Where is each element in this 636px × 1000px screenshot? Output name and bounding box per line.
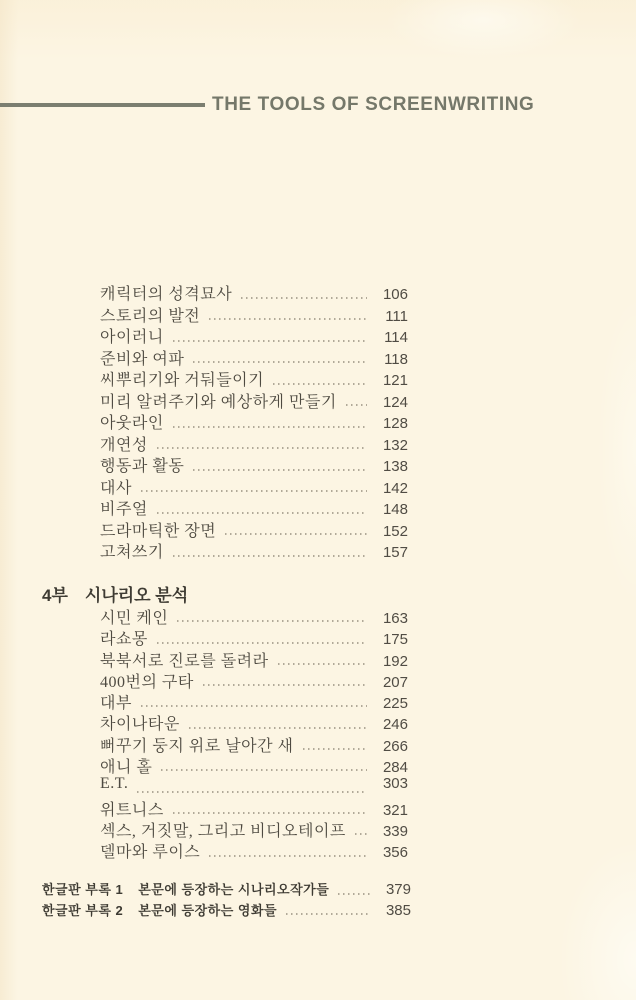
toc-entry-label: 준비와 여파 — [100, 350, 185, 368]
appendix-entry-label: 한글판 부록 2 — [42, 902, 124, 918]
toc-entry — [100, 648, 408, 669]
toc-entry — [100, 324, 408, 346]
page-number: 124 — [382, 393, 408, 411]
toc-entry-label: 비주얼 — [100, 501, 148, 518]
page-number: 321 — [382, 801, 408, 819]
toc-entry — [100, 626, 408, 647]
toc-entry — [100, 496, 408, 518]
dot-leader — [193, 469, 367, 471]
toc-entry — [100, 453, 408, 475]
page-number: 385 — [385, 901, 411, 919]
dot-leader — [209, 855, 367, 857]
toc-entry — [100, 410, 408, 432]
dot-leader — [173, 555, 367, 557]
toc-entry — [100, 690, 408, 711]
toc-entry-label: 아이러니 — [100, 329, 164, 346]
dot-leader — [286, 913, 370, 915]
toc-entry-label: 고쳐쓰기 — [100, 544, 164, 561]
toc-entry-label: 미리 알려주기와 예상하게 만들기 — [100, 393, 337, 411]
page-number: 192 — [382, 652, 408, 670]
toc-entry-label: 섹스, 거짓말, 그리고 비디오테이프 — [100, 822, 346, 840]
dot-leader — [137, 791, 367, 793]
toc-entry-label: 위트니스 — [100, 801, 164, 819]
dot-leader — [177, 620, 367, 622]
toc-entry-label: 뻐꾸기 둥지 위로 날아간 새 — [100, 737, 294, 755]
page-number: 225 — [382, 695, 408, 713]
page-number: 284 — [382, 759, 408, 777]
dot-leader — [338, 893, 370, 895]
toc-entry-label: 400번의 구타 — [100, 673, 194, 691]
toc-entry — [100, 733, 408, 754]
section-part-number: 4부 — [42, 586, 68, 605]
toc-entry-label: 드라마틱한 장면 — [100, 522, 217, 540]
page-number: 118 — [384, 350, 408, 368]
dot-leader — [157, 447, 367, 449]
toc-list-tools — [100, 281, 408, 561]
toc-entry-label: 씨뿌리기와 거둬들이기 — [100, 372, 265, 389]
dot-leader — [173, 340, 367, 342]
page-number: 114 — [384, 329, 408, 346]
toc-entry-label: 시민 케인 — [100, 610, 169, 627]
page-number: 152 — [382, 522, 408, 540]
toc-entry-label: 행동과 활동 — [100, 458, 185, 475]
appendix-entry-sublabel: 본문에 등장하는 영화들 — [138, 902, 278, 918]
page-number: 175 — [382, 631, 408, 649]
dot-leader — [278, 663, 367, 665]
dot-leader — [189, 727, 367, 729]
appendix-list — [42, 879, 411, 920]
dot-leader — [303, 748, 367, 750]
section-part-title: 시나리오 분석 — [84, 586, 189, 605]
dot-leader — [346, 404, 367, 406]
header-rule — [0, 103, 205, 107]
toc-entry-label: 델마와 루이스 — [100, 844, 201, 862]
toc-entry — [100, 303, 408, 325]
page-number: 207 — [382, 673, 408, 691]
section-heading-part4 — [42, 581, 188, 606]
dot-leader — [203, 684, 367, 686]
toc-entry-label: 라쇼몽 — [100, 631, 148, 649]
toc-entry — [100, 281, 408, 303]
page-number: 138 — [382, 458, 408, 475]
toc-entry — [100, 818, 408, 839]
toc-entry — [100, 605, 408, 626]
page-number: 303 — [382, 775, 408, 793]
appendix-entry-sublabel: 본문에 등장하는 시나리오작가들 — [138, 882, 330, 897]
page-number: 379 — [385, 881, 411, 898]
page-number: 142 — [382, 479, 408, 497]
page-number: 157 — [382, 544, 408, 561]
toc-entry — [100, 711, 408, 732]
dot-leader — [193, 361, 367, 363]
toc-entry — [100, 432, 408, 454]
page-number: 106 — [382, 286, 408, 303]
appendix-entry-label: 한글판 부록 1 — [42, 882, 124, 897]
page-number: 163 — [382, 610, 408, 627]
toc-entry-label: E.T. — [100, 775, 129, 793]
toc-entry-label: 대사 — [100, 479, 132, 497]
dot-leader — [225, 533, 367, 535]
dot-leader — [141, 705, 367, 707]
running-head-title: THE TOOLS OF SCREENWRITING — [212, 94, 535, 115]
dot-leader — [355, 833, 367, 835]
dot-leader — [157, 512, 367, 514]
toc-entry-label: 개연성 — [100, 436, 148, 454]
toc-list-film-analysis — [100, 605, 408, 861]
toc-entry — [100, 518, 408, 540]
page-number: 266 — [382, 737, 408, 755]
page-number: 128 — [382, 415, 408, 432]
dot-leader — [273, 383, 367, 385]
toc-entry — [100, 389, 408, 411]
toc-entry-label: 대부 — [100, 695, 132, 713]
page-number: 111 — [385, 307, 408, 325]
toc-entry — [100, 775, 408, 796]
toc-entry-label: 차이나타운 — [100, 716, 180, 734]
dot-leader — [173, 426, 367, 428]
dot-leader — [209, 318, 367, 320]
toc-entry — [100, 475, 408, 497]
toc-entry — [100, 669, 408, 690]
page-number: 356 — [382, 844, 408, 862]
dot-leader — [173, 812, 367, 814]
toc-entry-label: 아웃라인 — [100, 415, 164, 432]
page-number: 148 — [382, 501, 408, 518]
toc-entry — [100, 539, 408, 561]
dot-leader — [161, 769, 367, 771]
toc-entry — [100, 797, 408, 818]
page-number: 121 — [382, 372, 408, 389]
toc-entry — [100, 754, 408, 775]
appendix-entry — [42, 900, 411, 921]
page-number: 246 — [382, 716, 408, 734]
toc-entry — [100, 839, 408, 860]
dot-leader — [141, 490, 367, 492]
toc-entry-label: 북북서로 진로를 돌려라 — [100, 652, 269, 670]
page-number: 339 — [382, 822, 408, 840]
dot-leader — [241, 297, 367, 299]
toc-entry-label: 스토리의 발전 — [100, 307, 201, 325]
toc-entry — [100, 367, 408, 389]
toc-entry-label: 캐릭터의 성격묘사 — [100, 286, 233, 303]
page-number: 132 — [382, 436, 408, 454]
toc-entry-label: 애니 홀 — [100, 759, 153, 777]
appendix-entry — [42, 879, 411, 900]
dot-leader — [157, 642, 367, 644]
toc-entry — [100, 346, 408, 368]
